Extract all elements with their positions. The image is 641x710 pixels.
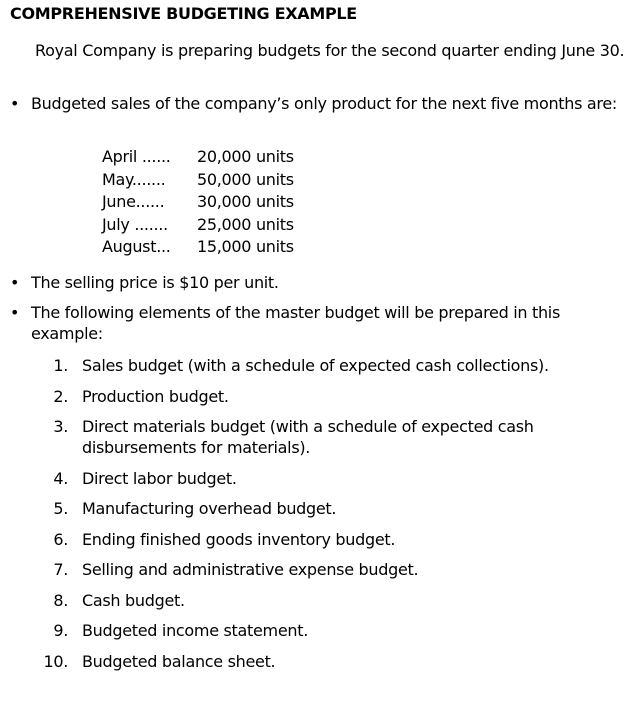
item-text: Cash budget. bbox=[82, 590, 185, 610]
intro-paragraph: Royal Company is preparing budgets for the second quarter ending June 30. bbox=[35, 41, 625, 60]
item-number: 8. bbox=[53, 590, 68, 610]
sales-row bbox=[102, 169, 294, 192]
list-item bbox=[10, 590, 630, 611]
item-number: 4. bbox=[53, 468, 68, 488]
units-value: 30,000 units bbox=[197, 192, 294, 211]
item-number: 3. bbox=[53, 417, 68, 436]
bullet-text: The selling price is $10 per unit. bbox=[31, 273, 279, 292]
list-item bbox=[10, 386, 630, 407]
list-item bbox=[10, 498, 630, 519]
item-text: Sales budget (with a schedule of expected cash collections). bbox=[82, 356, 549, 375]
month-label: August... bbox=[102, 237, 171, 256]
month-label: July ....... bbox=[102, 214, 168, 234]
item-number: 1. bbox=[53, 356, 68, 375]
bullet-dot: • bbox=[10, 94, 20, 113]
item-text: Ending finished goods inventory budget. bbox=[82, 529, 396, 549]
list-item bbox=[10, 355, 630, 376]
bullet-price bbox=[10, 272, 620, 293]
units-value: 20,000 units bbox=[197, 147, 294, 166]
units-value: 25,000 units bbox=[197, 214, 294, 234]
month-label: June...... bbox=[102, 192, 165, 211]
sales-schedule bbox=[102, 146, 294, 259]
item-number: 9. bbox=[53, 621, 68, 640]
item-text: Direct labor budget. bbox=[82, 468, 237, 488]
budget-elements-list bbox=[10, 355, 630, 681]
item-number: 7. bbox=[53, 560, 68, 579]
bullet-sales-intro bbox=[10, 93, 620, 114]
item-text: Budgeted balance sheet. bbox=[82, 651, 276, 671]
list-item bbox=[10, 559, 630, 580]
month-label: April ...... bbox=[102, 147, 171, 166]
bullet-text: The following elements of the master budget will be prepared in this example: bbox=[31, 303, 560, 343]
list-item bbox=[10, 651, 630, 672]
month-label: May....... bbox=[102, 169, 166, 189]
list-item bbox=[10, 529, 630, 550]
list-item bbox=[10, 416, 630, 458]
page-title: COMPREHENSIVE BUDGETING EXAMPLE bbox=[10, 4, 357, 23]
item-text: Production budget. bbox=[82, 386, 229, 406]
sales-row bbox=[102, 214, 294, 237]
bullet-text: Budgeted sales of the company’s only product for the next five months are: bbox=[31, 94, 617, 113]
item-text: Budgeted income statement. bbox=[82, 621, 308, 640]
bullet-dot: • bbox=[10, 303, 20, 322]
units-value: 50,000 units bbox=[197, 169, 294, 189]
list-item bbox=[10, 468, 630, 489]
sales-row bbox=[102, 191, 294, 214]
sales-row bbox=[102, 146, 294, 169]
item-text: Direct materials budget (with a schedule of expected cash disbursements for materials). bbox=[82, 417, 534, 457]
item-number: 5. bbox=[53, 499, 68, 518]
bullet-elements bbox=[10, 302, 620, 344]
item-number: 2. bbox=[53, 386, 68, 406]
list-item bbox=[10, 620, 630, 641]
item-number: 6. bbox=[53, 529, 68, 549]
item-text: Manufacturing overhead budget. bbox=[82, 499, 337, 518]
units-value: 15,000 units bbox=[197, 237, 294, 256]
sales-row bbox=[102, 236, 294, 259]
item-number: 10. bbox=[43, 651, 68, 671]
item-text: Selling and administrative expense budget. bbox=[82, 560, 419, 579]
bullet-dot: • bbox=[10, 273, 20, 292]
